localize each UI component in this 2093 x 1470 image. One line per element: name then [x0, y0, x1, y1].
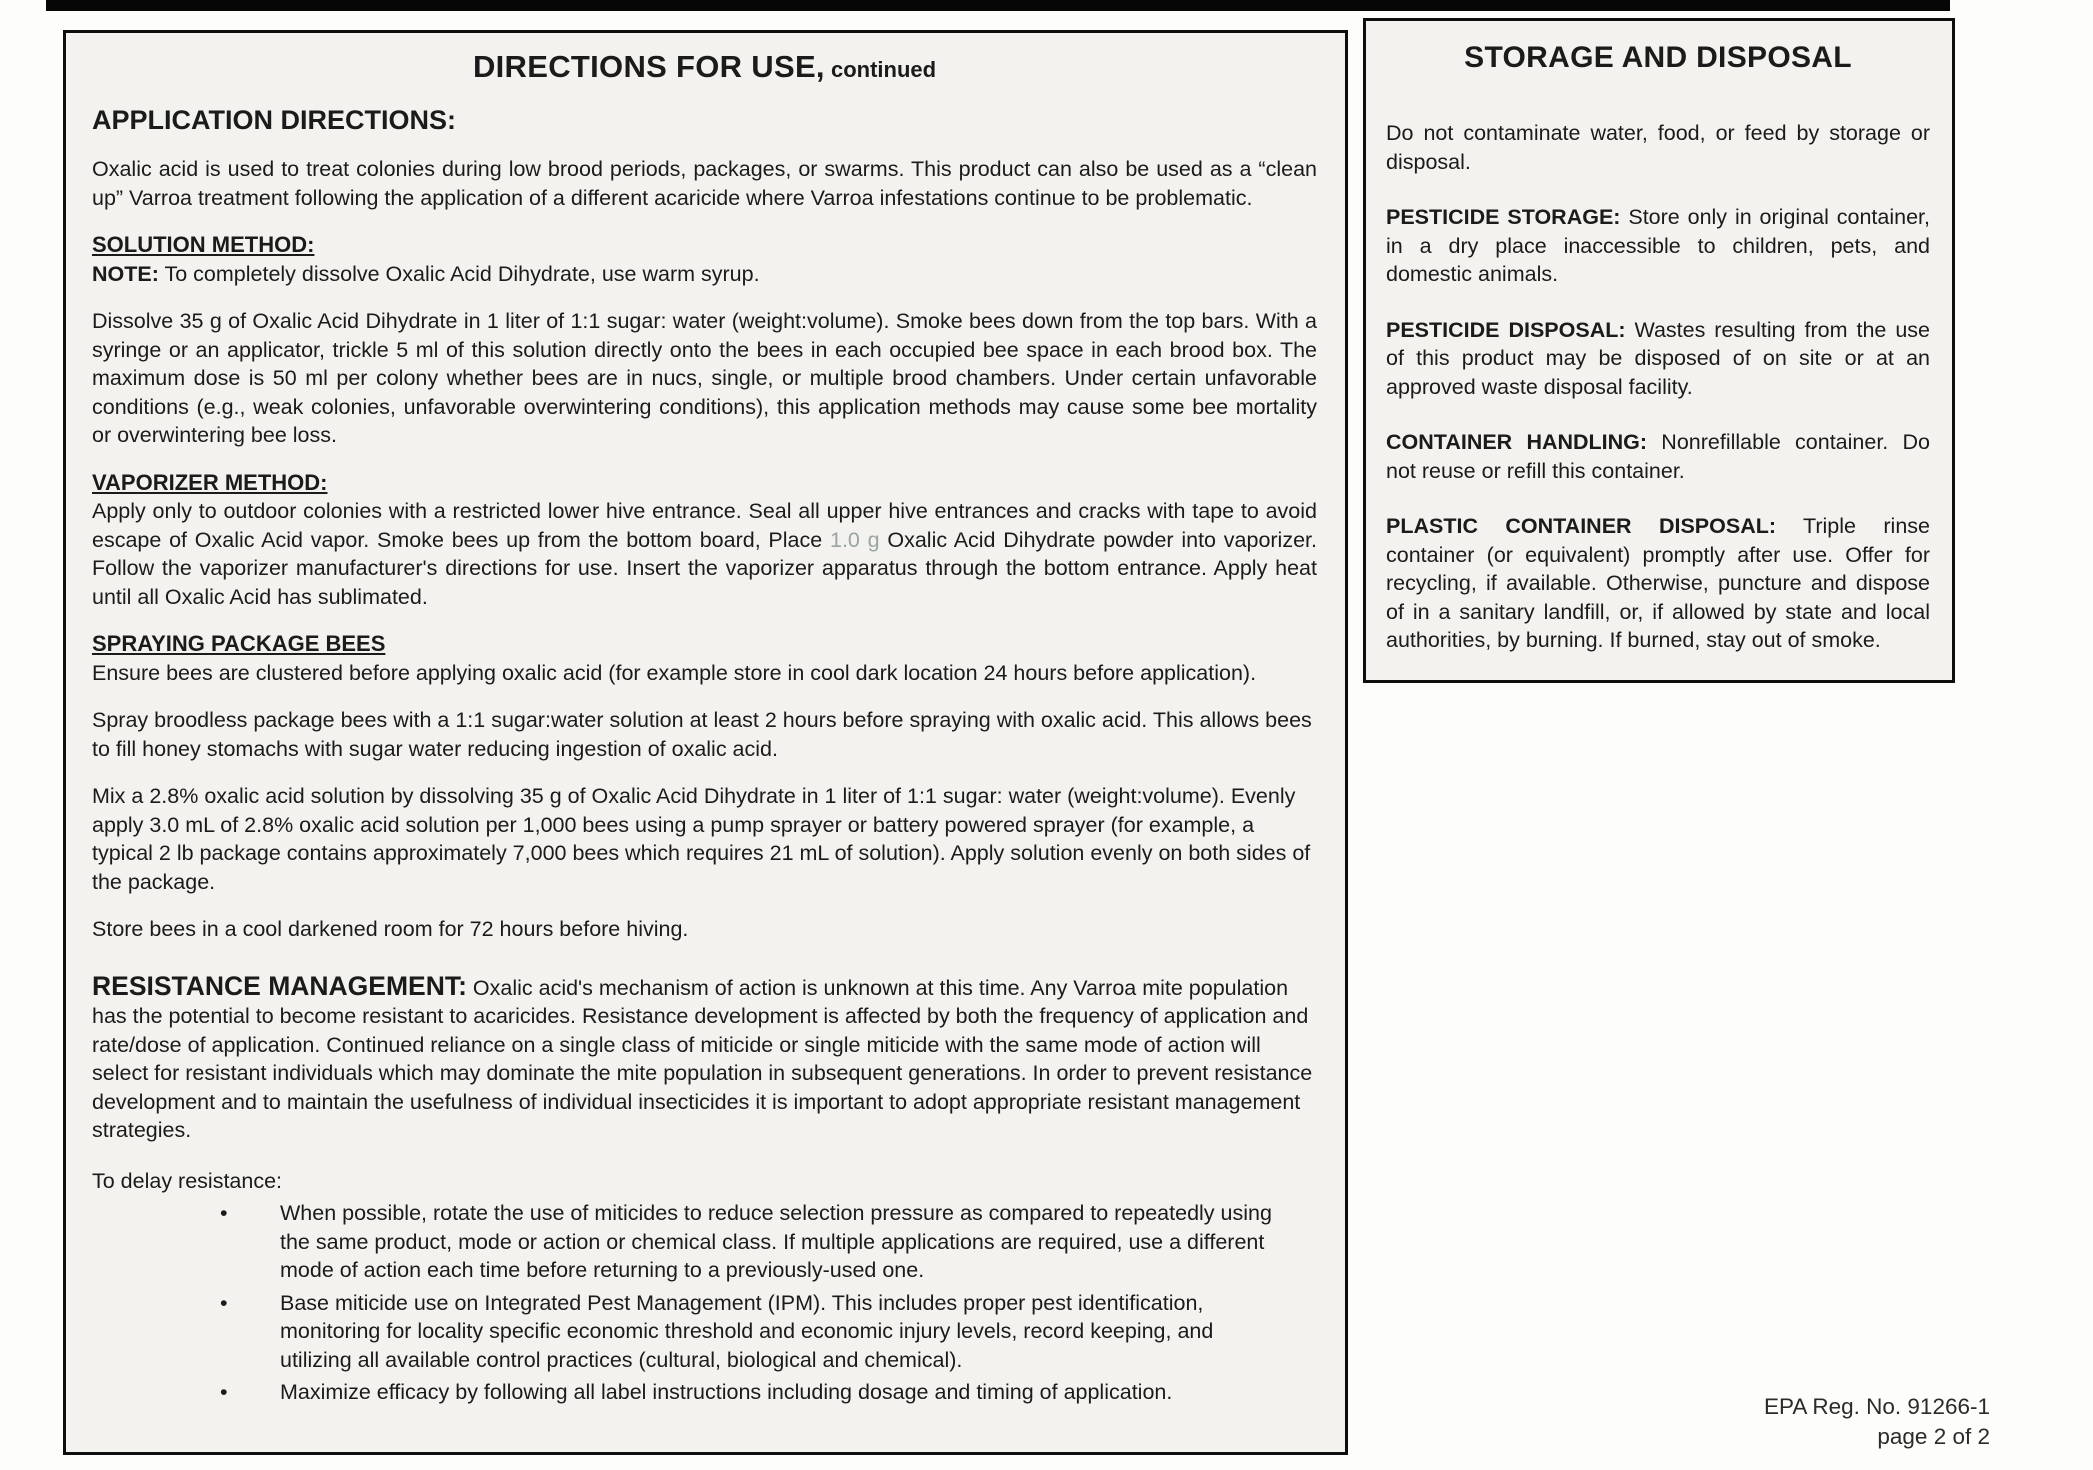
plastic-container-disposal-label: PLASTIC CONTAINER DISPOSAL: [1386, 514, 1777, 538]
vaporizer-text-1: Apply only to outdoor colonies with a restricted lower hive entrance. Seal all upper hive entrances and cracks with tape to avoid escape of Oxalic Acid vapor. Smoke bees up from the bottom board, Place [92, 499, 1317, 552]
resistance-management-body: Oxalic acid's mechanism of action is unknown at this time. Any Varroa mite population has the potential to become resistant to acaricides. Resistance development is affected by both the frequency of application and rate/dose of application. Continued reliance on a single class of miticide or single miticide with the same mode of action will select for resistant individuals which may dominate the mite population in subsequent generations. In order to prevent resistance development and to maintain the usefulness of individual insecticides it is important to adopt appropriate resistant management strategies. [92, 975, 1313, 1142]
resistance-bullet-list [92, 1199, 1317, 1407]
spraying-paragraph-1: Ensure bees are clustered before applying oxalic acid (for example store in cool dark location 24 hours before application). [92, 660, 1257, 685]
pesticide-disposal-label: PESTICIDE DISPOSAL: [1386, 317, 1626, 342]
delay-resistance-intro: To delay resistance: [92, 1168, 283, 1193]
plastic-container-disposal-paragraph [1386, 512, 1930, 655]
bullet-text-ipm: Base miticide use on Integrated Pest Management (IPM). This includes proper pest identification, monitoring for locality specific economic threshold and economic injury levels, record keeping, and utilizing all available control practices (cultural, biological and chemical). [280, 1290, 1214, 1372]
scan-artifact-strip [46, 0, 1950, 11]
application-directions-heading: APPLICATION DIRECTIONS: [92, 105, 456, 135]
spraying-paragraph-2: Spray broodless package bees with a 1:1 sugar:water solution at least 2 hours before spraying with oxalic acid. This allows bees to fill honey stomachs with sugar water reducing ingestion of oxalic acid. [92, 708, 1312, 761]
pesticide-storage-label: PESTICIDE STORAGE: [1386, 205, 1621, 229]
vaporizer-text-2: Oxalic Acid Dihydrate powder into vaporizer. Follow the vaporizer manufacturer's directions for use. Insert the vaporizer apparatus through the bottom entrance. Apply heat until all Oxalic Acid has sublimated. [92, 527, 1317, 609]
bullet-icon [220, 1378, 280, 1407]
note-text: To completely dissolve Oxalic Acid Dihydrate, use warm syrup. [158, 261, 760, 286]
storage-intro-paragraph: Do not contaminate water, food, or feed by storage or disposal. [1386, 121, 1930, 174]
resistance-management-heading: RESISTANCE MANAGEMENT: [92, 970, 467, 1001]
epa-reg-number: EPA Reg. No. 91266-1 [1764, 1394, 1990, 1419]
bullet-icon [220, 1199, 280, 1285]
solution-note-line [92, 260, 1317, 289]
directions-title-continued: continued [824, 57, 937, 82]
pesticide-disposal-paragraph [1386, 316, 1930, 402]
solution-method-paragraph: Dissolve 35 g of Oxalic Acid Dihydrate in 1 liter of 1:1 sugar: water (weight:volume). Smoke bees down from the top bars. With a syringe or an applicator, trickle 5 ml of this solution directly onto the bees in each occupied bee space in each brood box. The maximum dose is 50 ml per colony whether bees are in nucs, single, or multiple brood chambers. Under certain unfavorable conditions (e.g., weak colonies, unfavorable overwintering conditions), this application methods may cause some bee mortality or overwintering bee loss. [92, 309, 1317, 447]
container-handling-label: CONTAINER HANDLING: [1386, 430, 1648, 454]
resistance-management-paragraph [92, 972, 1317, 1145]
vaporizer-method-paragraph [92, 497, 1317, 611]
storage-disposal-heading: STORAGE AND DISPOSAL [1464, 41, 1852, 74]
vaporizer-method-heading: VAPORIZER METHOD: [92, 469, 328, 495]
page-number: page 2 of 2 [1877, 1424, 1990, 1449]
plastic-container-disposal-text: Triple rinse container (or equivalent) promptly after use. Offer for recycling, if available. Otherwise, puncture and dispose of in a sanitary landfill, or, if allowed by state and local authorities, by burning. If burned, stay out of smoke. [1386, 514, 1930, 652]
storage-disposal-panel [1363, 18, 1955, 683]
list-item [92, 1199, 1317, 1285]
list-item [92, 1289, 1317, 1375]
pesticide-disposal-text: Wastes resulting from the use of this product may be disposed of on site or at an approved waste disposal facility. [1386, 317, 1930, 399]
list-item [92, 1378, 1317, 1407]
container-handling-text: Nonrefillable container. Do not reuse or refill this container. [1386, 430, 1930, 483]
spraying-paragraph-3: Mix a 2.8% oxalic acid solution by dissolving 35 g of Oxalic Acid Dihydrate in 1 liter of 1:1 sugar: water (weight:volume). Evenly apply 3.0 mL of 2.8% oxalic acid solution per 1,000 bees using a pump sprayer or battery powered sprayer (for example, a typical 2 lb package contains approximately 7,000 bees which requires 21 mL of solution). Apply solution evenly on both sides of the package. [92, 784, 1311, 894]
spraying-package-bees-heading: SPRAYING PACKAGE BEES [92, 631, 386, 656]
bullet-text-maximize-efficacy: Maximize efficacy by following all label instructions including dosage and timing of application. [280, 1380, 1173, 1404]
application-intro-paragraph: Oxalic acid is used to treat colonies during low brood periods, packages, or swarms. This product can also be used as a “clean up” Varroa treatment following the application of a different acaricide where Varroa infestations continue to be problematic. [92, 157, 1317, 210]
spraying-paragraph-4: Store bees in a cool darkened room for 72 hours before hiving. [92, 917, 689, 941]
pesticide-storage-text: Store only in original container, in a dry place inaccessible to children, pets, and domestic animals. [1386, 205, 1930, 286]
bullet-text-rotate-miticides: When possible, rotate the use of miticides to reduce selection pressure as compared to repeatedly using the same product, mode or action or chemical class. If multiple applications are required, use a different mode of action each time before returning to a previously-used one. [280, 1201, 1272, 1282]
directions-title [92, 49, 1317, 85]
pesticide-storage-paragraph [1386, 203, 1930, 289]
directions-title-main: DIRECTIONS FOR USE, [472, 49, 825, 84]
page-footer [1764, 1392, 1990, 1452]
note-label: NOTE: [92, 261, 159, 286]
directions-panel [63, 30, 1348, 1455]
vaporizer-dose-value: 1.0 g [829, 527, 880, 552]
solution-method-heading: SOLUTION METHOD: [92, 232, 315, 257]
container-handling-paragraph [1386, 428, 1930, 485]
bullet-icon [220, 1289, 280, 1375]
